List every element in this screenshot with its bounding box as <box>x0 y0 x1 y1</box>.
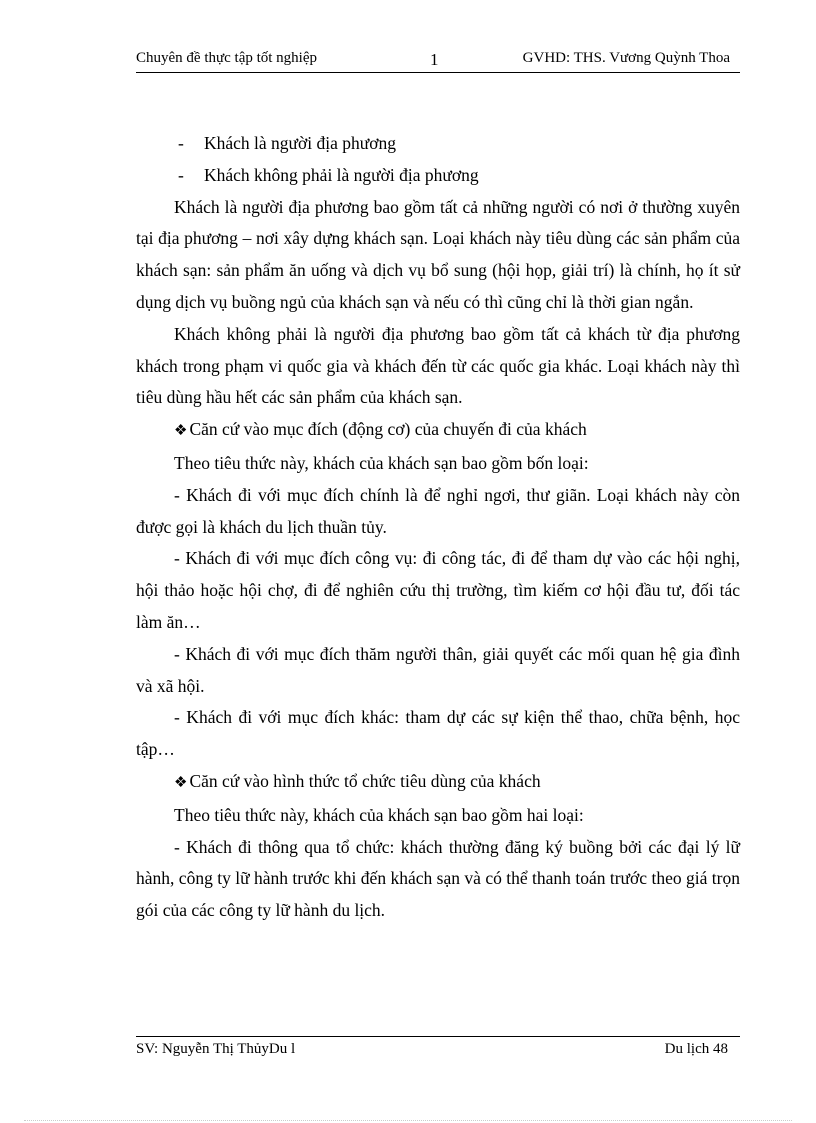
list-item: - Khách đi với mục đích chính là để nghỉ ngơi, thư giãn. Loại khách này còn được gọi là khách du lịch thuần tủy. <box>136 484 740 537</box>
header-advisor: GVHD: THS. Vương Quỳnh Thoa <box>522 50 730 66</box>
bullet-text: Khách không phải là người địa phương <box>204 164 479 185</box>
section-heading-text: Căn cứ vào mục đích (động cơ) của chuyến đi của khách <box>189 419 587 440</box>
dash-marker: - <box>178 133 184 153</box>
list-item: - Khách đi với mục đích công vụ: đi công tác, đi để tham dự vào các hội nghị, hội thảo hoặc hội chợ, đi để nghiên cứu thị trường, tìm kiếm cơ hội đầu tư, đối tác làm ăn… <box>136 548 740 632</box>
section-heading <box>136 414 740 448</box>
paragraph: Theo tiêu thức này, khách của khách sạn bao gồm hai loại: <box>174 804 584 825</box>
paragraph: Khách không phải là người địa phương bao gồm tất cả khách từ địa phương khách trong phạm vi quốc gia và khách đến từ các quốc gia khác. Loại khách này thì tiêu dùng hầu hết các sản phẩm của khách sạn. <box>136 323 740 408</box>
page-number: 1 <box>430 50 439 69</box>
paragraph: Khách là người địa phương bao gồm tất cả những người có nơi ở thường xuyên tại địa phương – nơi xây dựng khách sạn. Loại khách này tiêu dùng các sản phẩm của khách sạn: sản phẩm ăn uống và dịch vụ bổ sung (hội họp, giải trí) là chính, họ ít sử dụng dịch vụ buồng ngủ của khách sạn và nếu có thì cũng chỉ là thời gian ngắn. <box>136 196 740 312</box>
bullet-item <box>136 128 740 160</box>
list-item: - Khách đi với mục đích thăm người thân, giải quyết các mối quan hệ gia đình và xã hội. <box>136 643 740 696</box>
paragraph: Theo tiêu thức này, khách của khách sạn bao gồm bốn loại: <box>174 452 589 473</box>
header-title: Chuyên đề thực tập tốt nghiệp <box>136 50 318 66</box>
diamond-bullet-icon: ❖ <box>174 774 188 791</box>
list-item: - Khách đi với mục đích khác: tham dự các sự kiện thể thao, chữa bệnh, học tập… <box>136 707 740 760</box>
section-heading <box>136 766 740 800</box>
section-heading-text: Căn cứ vào hình thức tổ chức tiêu dùng của khách <box>189 770 541 791</box>
footer-class: Du lịch 48 <box>664 1041 728 1057</box>
list-item: - Khách đi thông qua tổ chức: khách thường đăng ký buồng bởi các đại lý lữ hành, công ty lữ hành trước khi đến khách sạn và có thể thanh toán trước theo giá trọn gói của các công ty lữ hành du lịch. <box>136 836 740 921</box>
page-footer <box>136 1036 740 1065</box>
bullet-item <box>136 160 740 192</box>
page-edge-divider <box>24 1120 792 1121</box>
diamond-bullet-icon: ❖ <box>174 423 188 440</box>
bullet-text: Khách là người địa phương <box>204 133 397 153</box>
document-body <box>136 128 740 927</box>
page-header <box>136 48 740 73</box>
footer-student: SV: Nguyễn Thị ThủyDu l <box>136 1041 296 1057</box>
dash-marker: - <box>178 164 184 185</box>
